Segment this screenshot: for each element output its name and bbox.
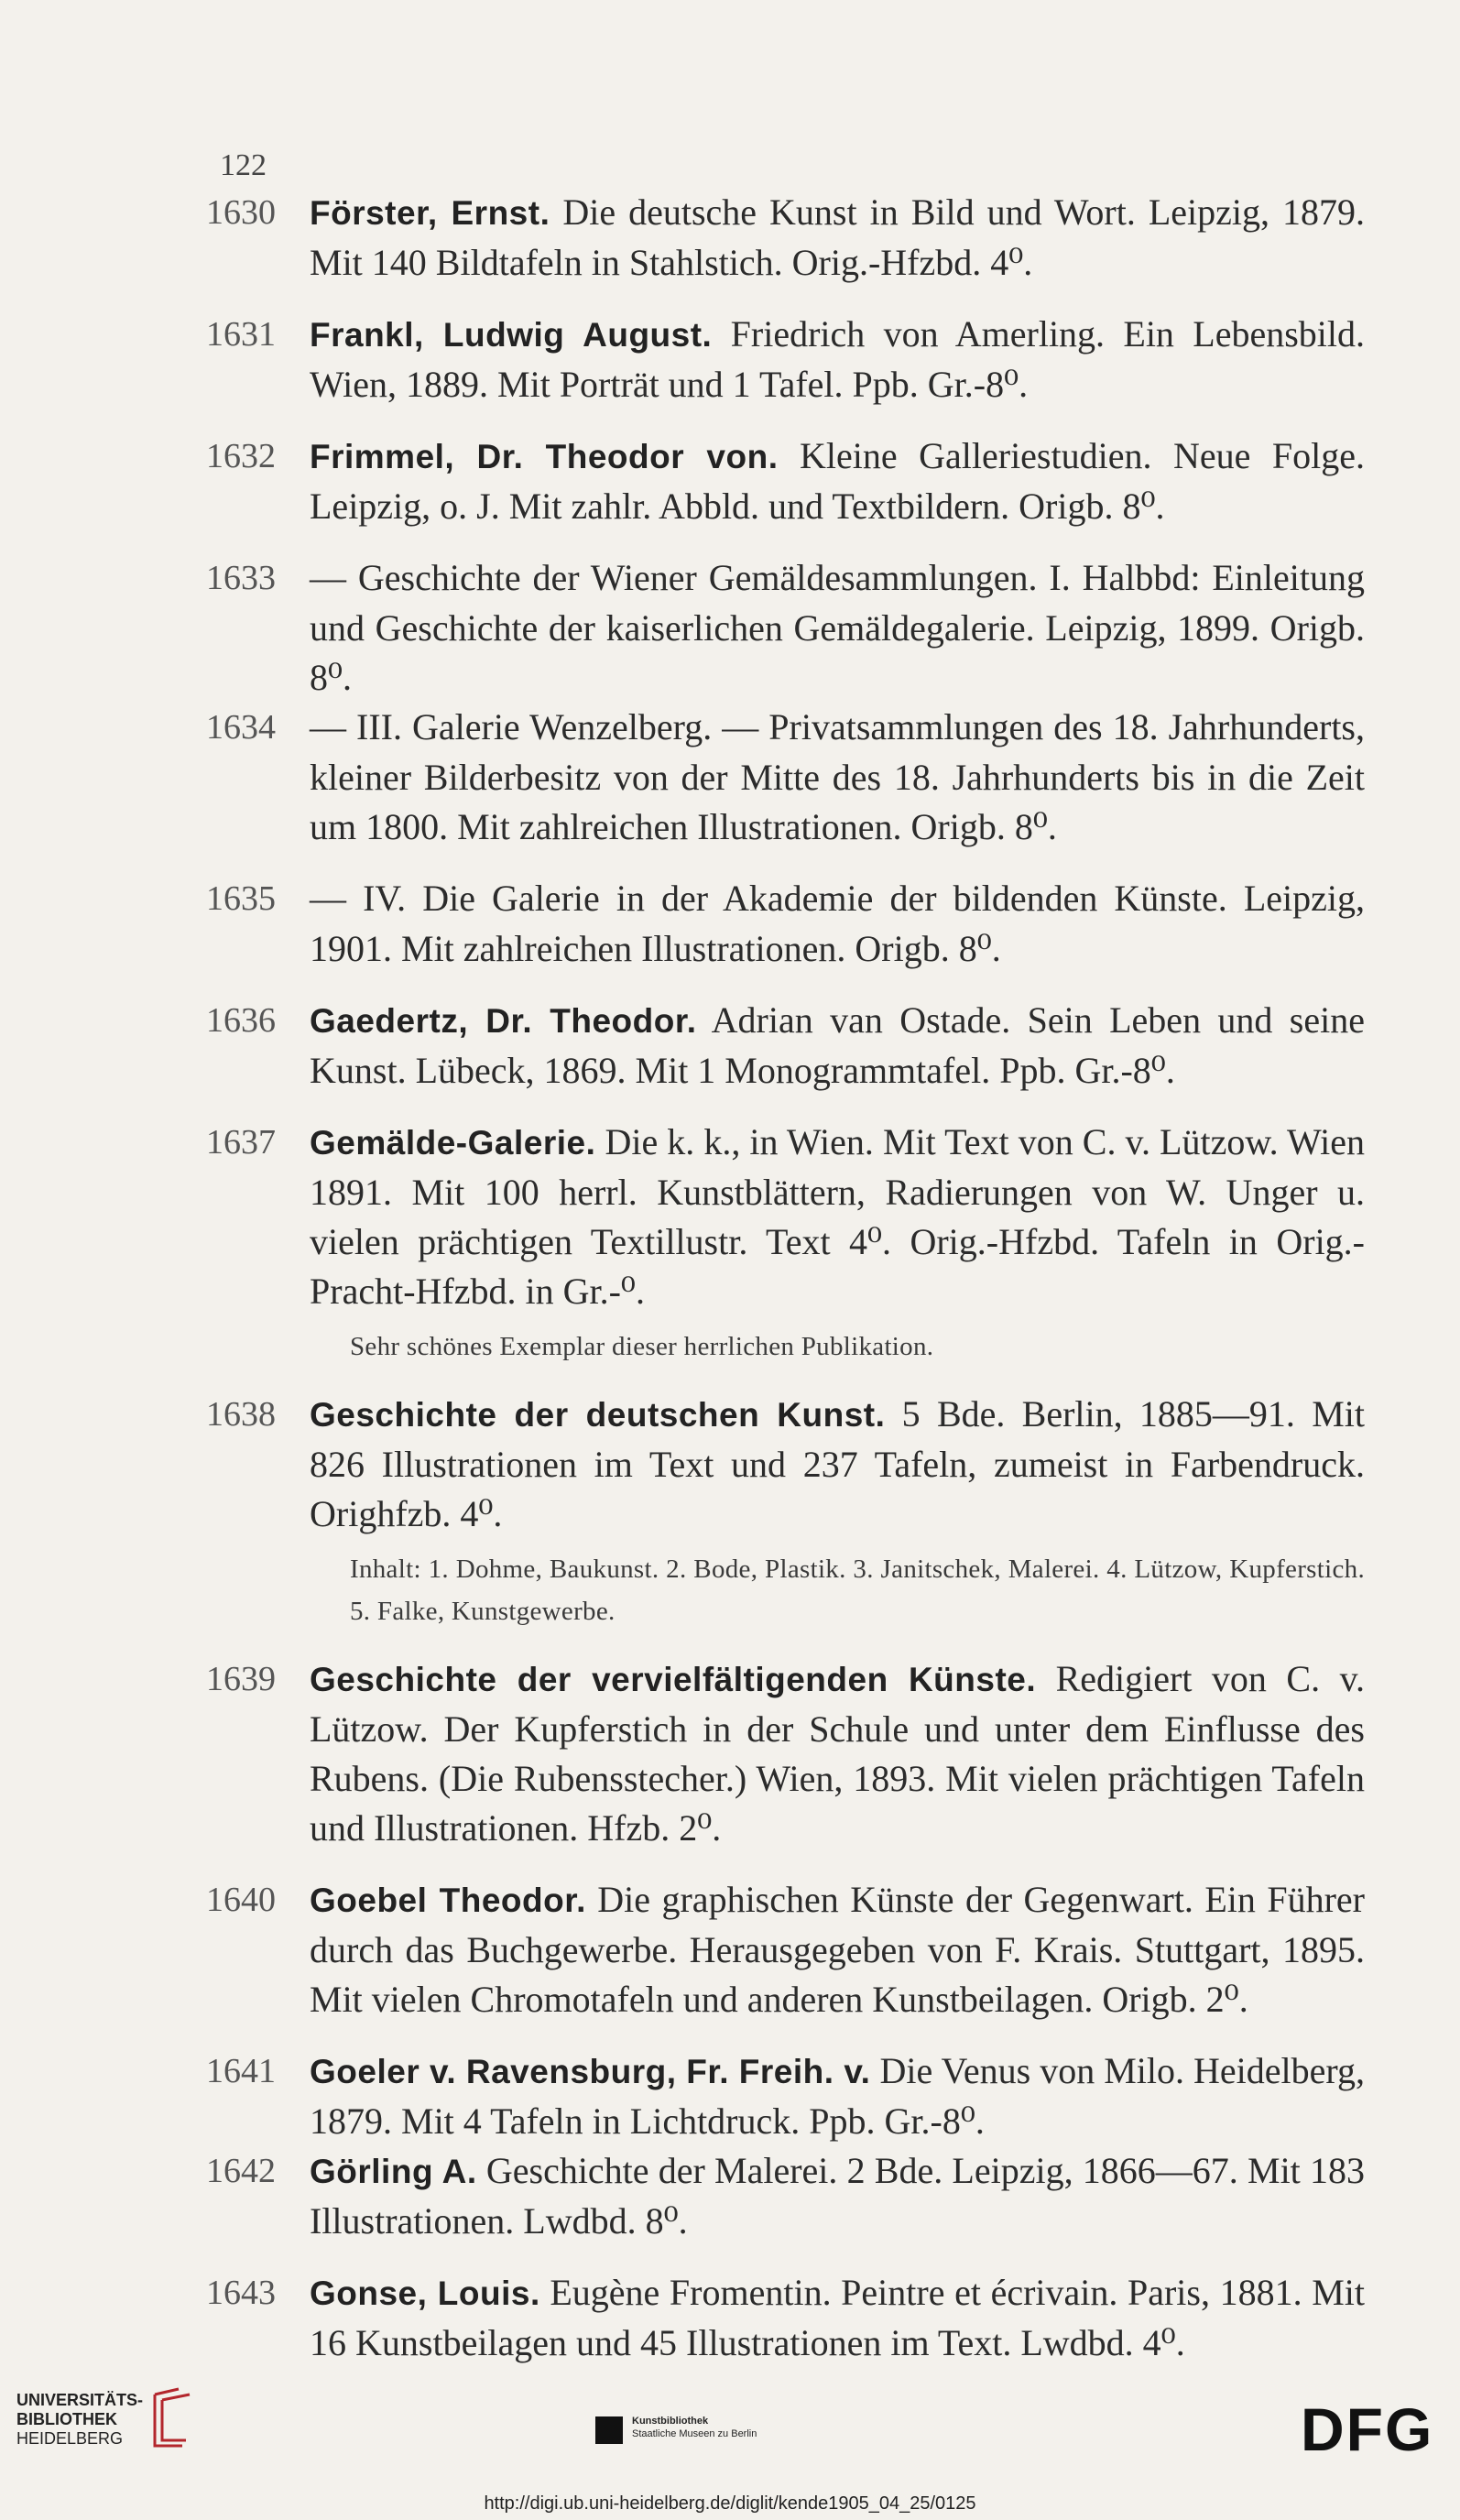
kb-line2: Staatliche Museen zu Berlin (632, 2428, 757, 2439)
catalog-entry (206, 1654, 1365, 1853)
entry-number: 1632 (206, 437, 276, 475)
entry-author: Förster, Ernst. (310, 194, 550, 232)
catalog-entry (206, 1390, 1365, 1632)
entry-author: Goeler v. Ravensburg, Fr. Freih. v. (310, 2053, 871, 2090)
entry-note: Sehr schönes Exemplar dieser herrlichen Publikation. (350, 1332, 934, 1361)
catalog-entry (206, 2268, 1365, 2368)
ub-logo-line3: HEIDELBERG (16, 2429, 124, 2448)
entry-text: Redigiert von C. v. Lützow. Der Kupferstich in der Schule und unter dem Einflusse des Rubens. (Die Rubensstecher.) Wien, 1893. Mit vielen prächtigen Tafeln und Illustrationen. Hfzb. 2⁰. (310, 1658, 1365, 1849)
catalog-entry (206, 2146, 1365, 2246)
page-url[interactable]: http://digi.ub.uni-heidelberg.de/diglit/kende1905_04_25/0125 (484, 2493, 976, 2514)
entry-number: 1634 (206, 708, 276, 747)
dfg-logo[interactable]: DFG (1301, 2395, 1434, 2463)
entry-text: Die deutsche Kunst in Bild und Wort. Leipzig, 1879. Mit 140 Bildtafeln in Stahlstich. Orig.-Hfzbd. 4⁰. (310, 191, 1365, 283)
entry-number: 1636 (206, 1001, 276, 1040)
ub-logo-line1: UNIVERSITÄTS- (16, 2391, 144, 2409)
entry-number: 1637 (206, 1123, 276, 1162)
catalog-entry (206, 2046, 1365, 2146)
catalog-entries (206, 188, 1365, 2368)
kb-line1: Kunstbibliothek (632, 2416, 709, 2427)
entry-author: Geschichte der deutschen Kunst. (310, 1396, 886, 1434)
catalog-entry (206, 703, 1365, 852)
entry-text: Eugène Fromentin. Peintre et écrivain. Paris, 1881. Mit 16 Kunstbeilagen und 45 Illustrationen im Text. Lwdbd. 4⁰. (310, 2272, 1365, 2363)
entry-text: Friedrich von Amerling. Ein Lebensbild. Wien, 1889. Mit Porträt und 1 Tafel. Ppb. Gr.-8⁰. (310, 313, 1366, 405)
catalog-entry (206, 553, 1365, 703)
entry-author: Geschichte der vervielfältigenden Künste. (310, 1661, 1037, 1698)
entry-author: Gemälde-Galerie. (310, 1124, 596, 1162)
entry-note: Inhalt: 1. Dohme, Baukunst. 2. Bode, Plastik. 3. Janitschek, Malerei. 4. Lützow, Kupferstich. 5. Falke, Kunstgewerbe. (350, 1555, 1365, 1626)
entry-text: Die k. k., in Wien. Mit Text von C. v. Lützow. Wien 1891. Mit 100 herrl. Kunstblättern, Radierungen von W. Unger u. vielen prächtigen Textillustr. Text 4⁰. Orig.-Hfzbd. Tafeln in Orig.-Pracht-Hfzbd. in Gr.-⁰. (310, 1121, 1365, 1312)
catalog-entry (206, 310, 1365, 409)
catalog-entry (206, 431, 1365, 531)
entry-number: 1643 (206, 2274, 276, 2312)
entry-number: 1638 (206, 1395, 276, 1434)
entry-number: 1642 (206, 2152, 276, 2190)
entry-text: — III. Galerie Wenzelberg. — Privatsammlungen des 18. Jahrhunderts, kleiner Bilderbesitz von der Mitte des 18. Jahrhunderts bis in die Zeit um 1800. Mit zahlreichen Illustrationen. Origb. 8⁰. (310, 706, 1365, 847)
entry-author: Goebel Theodor. (310, 1882, 586, 1919)
catalog-entry (206, 1875, 1365, 2024)
entry-text: Kleine Galleriestudien. Neue Folge. Leipzig, o. J. Mit zahlr. Abbld. und Textbildern. Origb. 8⁰. (310, 435, 1366, 527)
entry-text: Die Venus von Milo. Heidelberg, 1879. Mit 4 Tafeln in Lichtdruck. Ppb. Gr.-8⁰. (310, 2050, 1366, 2142)
entry-author: Frankl, Ludwig August. (310, 316, 713, 354)
entry-author: Görling A. (310, 2153, 477, 2190)
catalog-entry (206, 188, 1365, 288)
entry-number: 1640 (206, 1881, 276, 1919)
entry-text: Adrian van Ostade. Sein Leben und seine Kunst. Lübeck, 1869. Mit 1 Monogrammtafel. Ppb. Gr.-8⁰. (310, 999, 1365, 1091)
entry-author: Gonse, Louis. (310, 2275, 540, 2312)
entry-text: — Geschichte der Wiener Gemäldesammlungen. I. Halbbd: Einleitung und Geschichte der kaiserlichen Gemäldegalerie. Leipzig, 1899. Origb. 8⁰. (310, 557, 1365, 698)
ub-emblem-icon (142, 2387, 197, 2451)
entry-author: Frimmel, Dr. Theodor von. (310, 438, 779, 475)
entry-number: 1635 (206, 879, 276, 918)
catalog-entry (206, 996, 1365, 1096)
ub-heidelberg-logo[interactable] (16, 2391, 143, 2449)
catalog-entry (206, 1118, 1365, 1368)
entry-number: 1641 (206, 2052, 276, 2090)
page-number: 122 (220, 148, 267, 182)
kunstbibliothek-logo[interactable] (632, 2415, 757, 2440)
entry-number: 1630 (206, 193, 276, 232)
entry-text: Geschichte der Malerei. 2 Bde. Leipzig, 1866—67. Mit 183 Illustrationen. Lwdbd. 8⁰. (310, 2150, 1365, 2242)
entry-author: Gaedertz, Dr. Theodor. (310, 1002, 697, 1040)
ub-logo-line2: BIBLIOTHEK (16, 2410, 117, 2428)
entry-number: 1631 (206, 315, 276, 354)
entry-text: Die graphischen Künste der Gegenwart. Ein Führer durch das Buchgewerbe. Herausgegeben von F. Krais. Stuttgart, 1895. Mit vielen Chromotafeln und anderen Kunstbeilagen. Origb. 2⁰. (310, 1879, 1365, 2020)
entry-text: — IV. Die Galerie in der Akademie der bildenden Künste. Leipzig, 1901. Mit zahlreichen Illustrationen. Origb. 8⁰. (310, 878, 1365, 969)
kunstbibliothek-mark-icon (595, 2416, 623, 2444)
catalog-entry (206, 874, 1365, 974)
entry-text: 5 Bde. Berlin, 1885—91. Mit 826 Illustrationen im Text und 237 Tafeln, zumeist in Farbendruck. Orighfzb. 4⁰. (310, 1393, 1365, 1534)
entry-number: 1639 (206, 1660, 276, 1698)
entry-number: 1633 (206, 559, 276, 597)
